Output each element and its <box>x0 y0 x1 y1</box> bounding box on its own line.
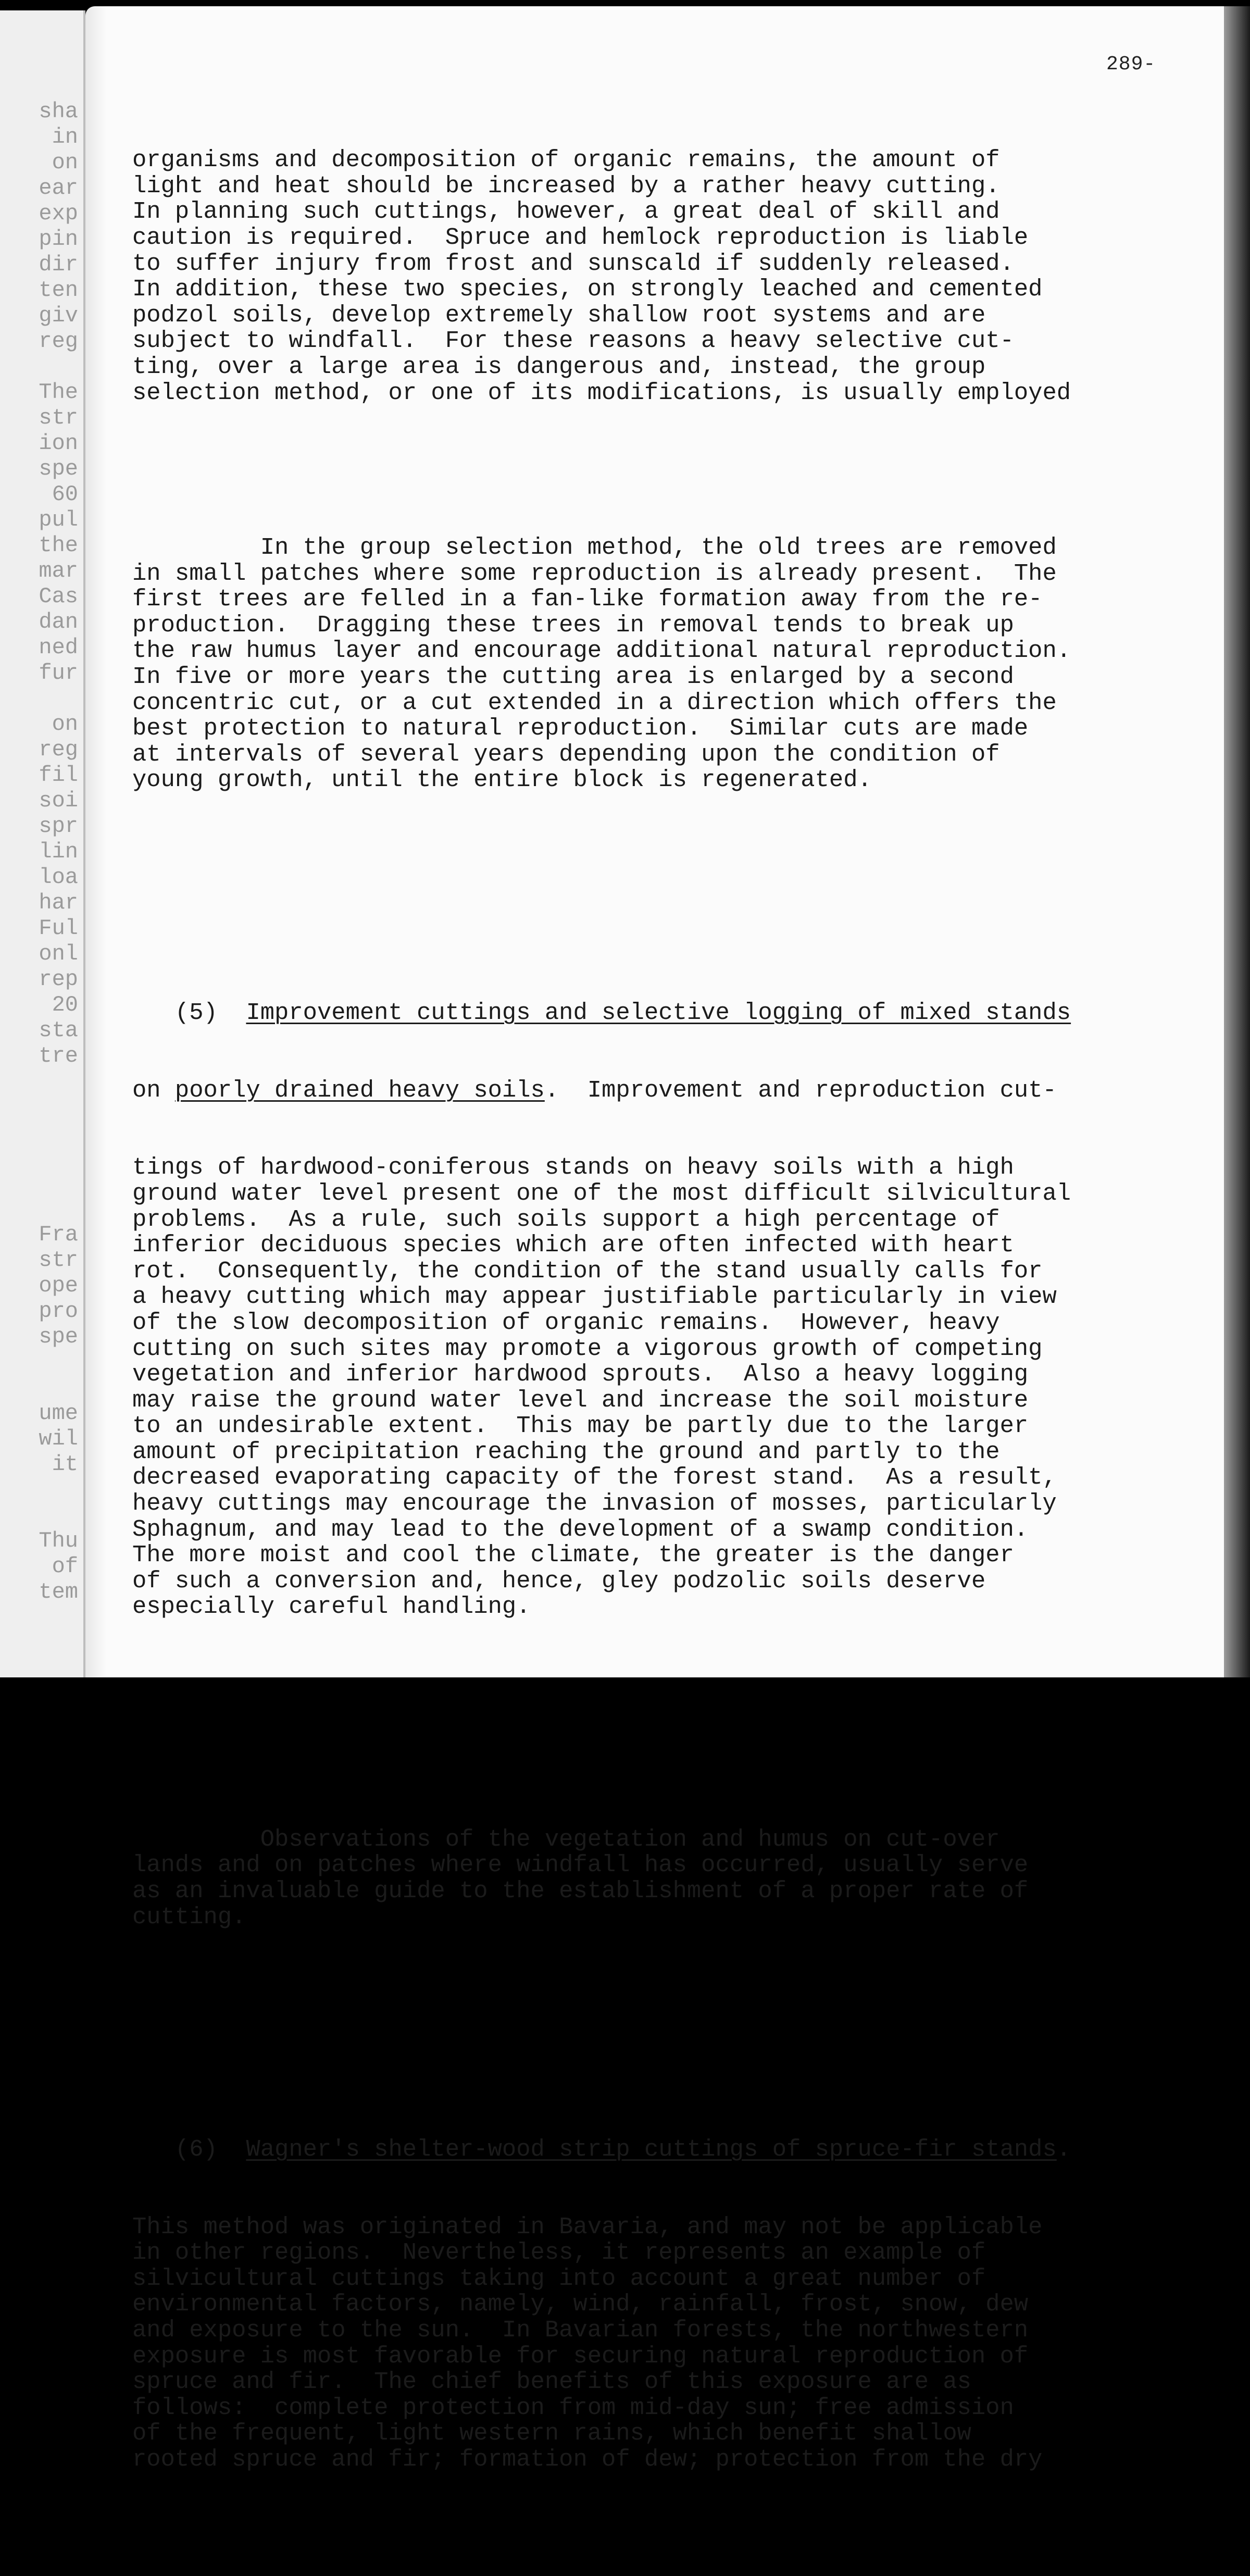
text-line: tings of hardwood-coniferous stands on heavy soils with a high <box>132 1154 1014 1181</box>
facing-page-fragment: reg <box>39 737 78 762</box>
facing-page-fragment: loa <box>39 865 78 890</box>
facing-page-fragment <box>0 1120 78 1146</box>
text-line: cutting. <box>132 1903 246 1931</box>
facing-page-fragment: ion <box>39 431 78 456</box>
facing-page-fragment: dan <box>39 609 78 634</box>
text-line: especially careful handling. <box>132 1593 531 1621</box>
facing-page-fragment <box>0 1375 78 1401</box>
text-line: young growth, until the entire block is regenerated. <box>132 766 872 794</box>
text-line: cutting on such sites may promote a vigorous growth of competing <box>132 1335 1043 1362</box>
text-line: podzol soils, develop extremely shallow root systems and are <box>132 301 986 329</box>
facing-page-fragment: tre <box>39 1043 78 1068</box>
facing-page-fragment: exp <box>39 201 78 226</box>
text-line: in small patches where some reproduction is already present. The <box>132 559 1057 587</box>
text-line: In planning such cuttings, however, a great deal of skill and <box>132 198 1000 226</box>
section-5-body <box>132 1155 1226 1620</box>
facing-page-fragment <box>0 1350 78 1375</box>
text-line: spruce and fir. The chief benefits of this exposure are as <box>132 2368 971 2396</box>
facing-page-fragment: ned <box>39 635 78 660</box>
section-6 <box>132 2085 1226 2524</box>
facing-page-fragment <box>0 354 78 380</box>
facing-page-fragment: rep <box>39 967 78 992</box>
facing-page-fragment <box>0 1503 78 1528</box>
facing-page-fragment: spr <box>39 814 78 839</box>
facing-page-fragment: Ful <box>39 916 78 941</box>
text-line: rot. Consequently, the condition of the stand usually calls for <box>132 1257 1043 1285</box>
text-line: selection method, or one of its modifications, is usually employed <box>132 379 1071 406</box>
facing-page-fragment: Thu <box>39 1528 78 1553</box>
facing-page-fragment: The <box>39 380 78 405</box>
text-line: problems. As a rule, such soils support a high percentage of <box>132 1205 1000 1233</box>
spine-shadow <box>85 6 106 1677</box>
facing-page-fragment: fur <box>39 661 78 686</box>
facing-page-fragment: of <box>52 1554 78 1579</box>
text-line: of the slow decomposition of organic remains. However, heavy <box>132 1309 1000 1336</box>
text-line: of the frequent, light western rains, which benefit shallow <box>132 2420 971 2447</box>
facing-page-fragment <box>0 1069 78 1094</box>
text-line: decreased evaporating capacity of the forest stand. As a result, <box>132 1464 1057 1491</box>
facing-page-fragment: tem <box>39 1579 78 1604</box>
text-line: The more moist and cool the climate, the greater is the danger <box>132 1541 1014 1569</box>
text-line: In addition, these two species, on strongly leached and cemented <box>132 276 1043 303</box>
facing-page-fragment <box>0 1197 78 1222</box>
text-line: organisms and decomposition of organic remains, the amount of <box>132 146 1000 174</box>
text-line: the raw humus layer and encourage additional natural reproduction. <box>132 637 1071 665</box>
text-line: inferior deciduous species which are often infected with heart <box>132 1231 1014 1259</box>
book-edge <box>1224 6 1250 1677</box>
text-line: and exposure to the sun. In Bavarian forests, the northwestern <box>132 2317 1029 2344</box>
facing-page-fragment: sta <box>39 1018 78 1043</box>
paragraph-2 <box>132 535 1226 793</box>
facing-page-fragment: soi <box>39 788 78 813</box>
text-line: lands and on patches where windfall has occurred, usually serve <box>132 1851 1029 1879</box>
facing-page-fragment: ear <box>39 176 78 201</box>
facing-page-fragment: ten <box>39 278 78 303</box>
facing-page-fragment: Cas <box>39 584 78 609</box>
text-line: vegetation and inferior hardwood sprouts. Also a heavy logging <box>132 1361 1029 1388</box>
text-line: first trees are felled in a fan-like formation away from the re- <box>132 586 1043 613</box>
text-line: to suffer injury from frost and sunscald if suddenly released. <box>132 250 1014 277</box>
text-line: heavy cuttings may encourage the invasion of mosses, particularly <box>132 1490 1057 1517</box>
facing-page-fragment: ope <box>39 1273 78 1298</box>
text-line: production. Dragging these trees in removal tends to break up <box>132 611 1014 639</box>
text-line: at intervals of several years depending upon the condition of <box>132 740 1000 768</box>
section-5-number: (5) <box>132 999 218 1026</box>
section-6-heading: Wagner's shelter-wood strip cuttings of spruce-fir stands <box>246 2135 1057 2163</box>
facing-page-fragment: onl <box>39 941 78 966</box>
text-line: caution is required. Spruce and hemlock reproduction is liable <box>132 223 1029 251</box>
section-5 <box>132 949 1226 1672</box>
facing-page-fragment: lin <box>39 839 78 864</box>
page-number: 289- <box>1106 53 1156 76</box>
section-5-heading-continued: poorly drained heavy soils <box>174 1076 545 1104</box>
facing-page-fragment: str <box>39 1248 78 1273</box>
section-5-heading-line-2: on poorly drained heavy soils. Improvement and reproduction cut- <box>132 1076 1057 1104</box>
facing-page-fragment: on <box>52 150 78 175</box>
text-line: Sphagnum, and may lead to the development of a swamp condition. <box>132 1515 1029 1543</box>
text-line: In five or more years the cutting area is enlarged by a second <box>132 663 1014 691</box>
text-line: exposure is most favorable for securing natural reproduction of <box>132 2342 1029 2370</box>
facing-page-fragment: 20 <box>52 992 78 1017</box>
facing-page-fragment: pro <box>39 1299 78 1324</box>
facing-page-text-fragments <box>0 99 78 1605</box>
paragraph-observations <box>132 1827 1226 1930</box>
facing-page-fragment: sha <box>39 99 78 124</box>
facing-page-fragment: mar <box>39 558 78 583</box>
text-line: amount of precipitation reaching the ground and partly to the <box>132 1438 1000 1465</box>
text-line: In the group selection method, the old trees are removed <box>132 534 1057 562</box>
section-6-heading-line: (6) Wagner's shelter-wood strip cuttings of spruce-fir stands. <box>132 2135 1071 2163</box>
facing-page-fragment: spe <box>39 456 78 481</box>
facing-page-fragment <box>0 1094 78 1120</box>
facing-page-fragment: 60 <box>52 482 78 507</box>
text-line: This method was originated in Bavaria, and may not be applicable <box>132 2213 1043 2241</box>
page-body <box>132 96 1226 2576</box>
text-line: in other regions. Nevertheless, it represents an example of <box>132 2239 986 2267</box>
facing-page-fragment: Fra <box>39 1222 78 1247</box>
text-line: of such a conversion and, hence, gley podzolic soils deserve <box>132 1567 986 1595</box>
paragraph-1 <box>132 147 1226 406</box>
text-line: ground water level present one of the most difficult silvicultural <box>132 1179 1071 1207</box>
section-6-body <box>132 2214 1226 2473</box>
facing-page-fragment: ume <box>39 1401 78 1426</box>
text-line: Observations of the vegetation and humus on cut-over <box>132 1825 1000 1853</box>
text-line: light and heat should be increased by a rather heavy cutting. <box>132 172 1000 200</box>
text-line: subject to windfall. For these reasons a heavy selective cut- <box>132 327 1014 355</box>
text-line: rooted spruce and fir; formation of dew; protection from the dry <box>132 2446 1043 2473</box>
facing-page-edge <box>0 10 85 1677</box>
section-5-heading-line-1 <box>132 1000 1226 1026</box>
text-line: concentric cut, or a cut extended in a direction which offers the <box>132 689 1057 716</box>
facing-page-fragment: wil <box>39 1426 78 1451</box>
document-page <box>85 6 1224 2473</box>
facing-page-fragment: pin <box>39 227 78 252</box>
facing-page-fragment: giv <box>39 303 78 328</box>
facing-page-fragment: fil <box>39 763 78 788</box>
facing-page-fragment: spe <box>39 1324 78 1349</box>
facing-page-fragment: in <box>52 125 78 150</box>
section-5-heading: Improvement cuttings and selective logging of mixed stands <box>246 999 1071 1026</box>
facing-page-fragment <box>0 686 78 712</box>
facing-page-fragment <box>0 1146 78 1171</box>
facing-page-fragment <box>0 1477 78 1503</box>
text-line: as an invaluable guide to the establishment of a proper rate of <box>132 1877 1029 1905</box>
text-line: a heavy cutting which may appear justifiable particularly in view <box>132 1283 1057 1311</box>
facing-page-fragment <box>0 1171 78 1197</box>
text-line: ting, over a large area is dangerous and, instead, the group <box>132 353 986 380</box>
facing-page-fragment: on <box>52 712 78 737</box>
text-line: environmental factors, namely, wind, rainfall, frost, snow, dew <box>132 2291 1029 2318</box>
section-6-number: (6) <box>132 2135 218 2163</box>
facing-page-fragment: pul <box>39 507 78 532</box>
text-line: best protection to natural reproduction. Similar cuts are made <box>132 715 1029 742</box>
facing-page-fragment: reg <box>39 329 78 354</box>
facing-page-fragment: dir <box>39 252 78 277</box>
text-line: to an undesirable extent. This may be partly due to the larger <box>132 1412 1029 1440</box>
facing-page-fragment: it <box>52 1452 78 1477</box>
facing-page-fragment: the <box>39 533 78 558</box>
facing-page-fragment: har <box>39 890 78 915</box>
text-line: follows: complete protection from mid-day sun; free admission <box>132 2394 1014 2421</box>
text-line: may raise the ground water level and increase the soil moisture <box>132 1386 1029 1414</box>
facing-page-fragment: str <box>39 405 78 430</box>
text-line: silvicultural cuttings taking into account a great number of <box>132 2264 986 2292</box>
